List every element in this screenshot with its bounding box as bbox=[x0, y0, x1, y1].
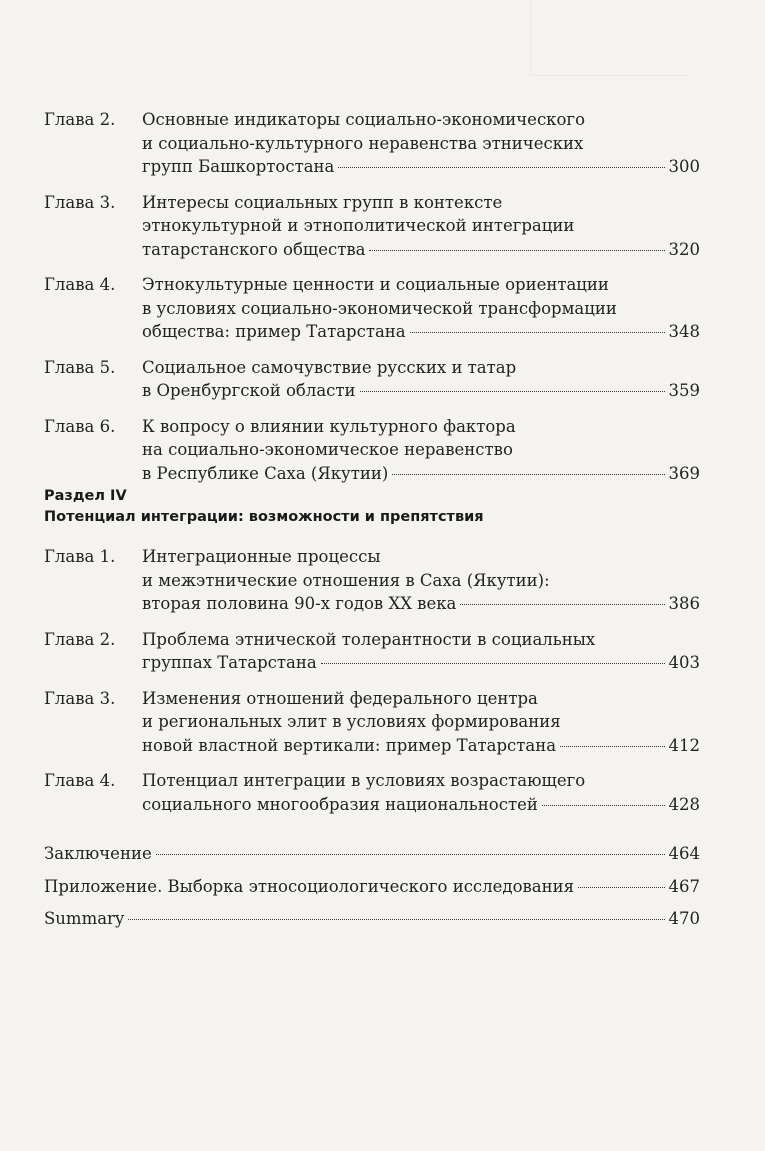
chapter-title-line: в Оренбургской области bbox=[142, 381, 356, 400]
toc-entry[interactable] bbox=[44, 415, 700, 486]
chapter-title-line: этнокультурной и этнополитической интеграции bbox=[142, 216, 575, 235]
toc-bottom-chapters bbox=[44, 545, 700, 828]
chapter-number: Глава 2. bbox=[44, 629, 116, 649]
toc-entry[interactable] bbox=[44, 191, 700, 262]
dot-leader bbox=[542, 804, 665, 806]
toc-entry[interactable] bbox=[44, 687, 700, 758]
chapter-title-line: новой властной вертикали: пример Татарстана bbox=[142, 735, 557, 755]
dot-leader bbox=[560, 745, 664, 747]
chapter-title-line: и социально-культурного неравенства этнических bbox=[142, 133, 584, 153]
chapter-number: Глава 1. bbox=[44, 547, 116, 566]
toc-entry[interactable] bbox=[44, 628, 700, 675]
dot-leader bbox=[156, 853, 665, 855]
chapter-number: Глава 5. bbox=[44, 357, 116, 377]
chapter-title-line: вторая половина 90-х годов XX века bbox=[142, 594, 457, 613]
chapter-title-line: Этнокультурные ценности и социальные ориентации bbox=[142, 275, 609, 294]
page-number: 470 bbox=[668, 909, 700, 928]
toc-end-entry[interactable] bbox=[44, 842, 700, 866]
entry-title: Приложение. Выборка этносоциологического исследования bbox=[44, 876, 575, 896]
toc-entry[interactable] bbox=[44, 273, 700, 344]
dot-leader bbox=[460, 603, 664, 605]
toc-end-items bbox=[44, 842, 700, 940]
chapter-title-line: и межэтнические отношения в Саха (Якутии): bbox=[142, 570, 550, 590]
page-number: 464 bbox=[668, 844, 700, 863]
chapter-title-line: в условиях социально-экономической трансформации bbox=[142, 298, 617, 318]
chapter-title-line: общества: пример Татарстана bbox=[142, 322, 406, 341]
dot-leader bbox=[578, 886, 664, 888]
toc-entry[interactable] bbox=[44, 545, 700, 616]
chapter-title-line: группах Татарстана bbox=[142, 653, 317, 672]
section-label: Раздел IV bbox=[44, 488, 127, 504]
entry-title: Summary bbox=[44, 909, 125, 928]
chapter-title-line: татарстанского общества bbox=[142, 239, 366, 259]
toc-end-entry[interactable] bbox=[44, 907, 700, 931]
chapter-number: Глава 6. bbox=[44, 416, 116, 436]
chapter-number: Глава 3. bbox=[44, 688, 116, 708]
chapter-number: Глава 2. bbox=[44, 110, 116, 129]
page-number: 300 bbox=[668, 157, 700, 176]
chapter-title-line: Интеграционные процессы bbox=[142, 547, 381, 566]
page-number: 348 bbox=[668, 322, 700, 341]
section-title: Потенциал интеграции: возможности и препятствия bbox=[44, 509, 484, 525]
chapter-title-line: Потенциал интеграции в условиях возрастающего bbox=[142, 771, 586, 790]
chapter-title-line: Социальное самочувствие русских и татар bbox=[142, 357, 517, 377]
entry-title: Заключение bbox=[44, 844, 152, 863]
page-number: 359 bbox=[668, 381, 700, 400]
chapter-number: Глава 3. bbox=[44, 192, 116, 212]
chapter-title-line: в Республике Саха (Якутии) bbox=[142, 463, 389, 483]
chapter-title-line: Интересы социальных групп в контексте bbox=[142, 192, 503, 212]
page-number: 386 bbox=[668, 594, 700, 613]
chapter-title-line: К вопросу о влиянии культурного фактора bbox=[142, 416, 516, 436]
page-number: 412 bbox=[668, 735, 700, 755]
dot-leader bbox=[128, 918, 664, 920]
page-number: 320 bbox=[668, 239, 700, 259]
chapter-title-line: на социально-экономическое неравенство bbox=[142, 440, 513, 459]
page-number: 428 bbox=[668, 794, 700, 814]
chapter-number: Глава 4. bbox=[44, 771, 116, 790]
toc-entry[interactable] bbox=[44, 108, 700, 179]
chapter-title-line: и региональных элит в условиях формирования bbox=[142, 712, 561, 731]
page-number: 369 bbox=[668, 463, 700, 483]
dot-leader bbox=[338, 166, 664, 168]
toc-top-chapters bbox=[44, 108, 700, 497]
page-number: 403 bbox=[668, 653, 700, 672]
toc-entry[interactable] bbox=[44, 356, 700, 403]
chapter-title-line: Изменения отношений федерального центра bbox=[142, 688, 538, 708]
chapter-title-line: Проблема этнической толерантности в социальных bbox=[142, 629, 596, 649]
chapter-number: Глава 4. bbox=[44, 275, 116, 294]
dot-leader bbox=[410, 331, 665, 333]
dot-leader bbox=[321, 662, 665, 664]
bleed-through-mark bbox=[530, 0, 691, 76]
toc-end-entry[interactable] bbox=[44, 875, 700, 899]
chapter-title-line: социального многообразия национальностей bbox=[142, 794, 538, 814]
dot-leader bbox=[392, 473, 664, 475]
toc-entry[interactable] bbox=[44, 769, 700, 816]
dot-leader bbox=[369, 249, 664, 251]
dot-leader bbox=[360, 390, 665, 392]
page-number: 467 bbox=[668, 876, 700, 896]
section-heading bbox=[44, 486, 484, 528]
chapter-title-line: групп Башкортостана bbox=[142, 157, 335, 176]
chapter-title-line: Основные индикаторы социально-экономического bbox=[142, 110, 586, 129]
